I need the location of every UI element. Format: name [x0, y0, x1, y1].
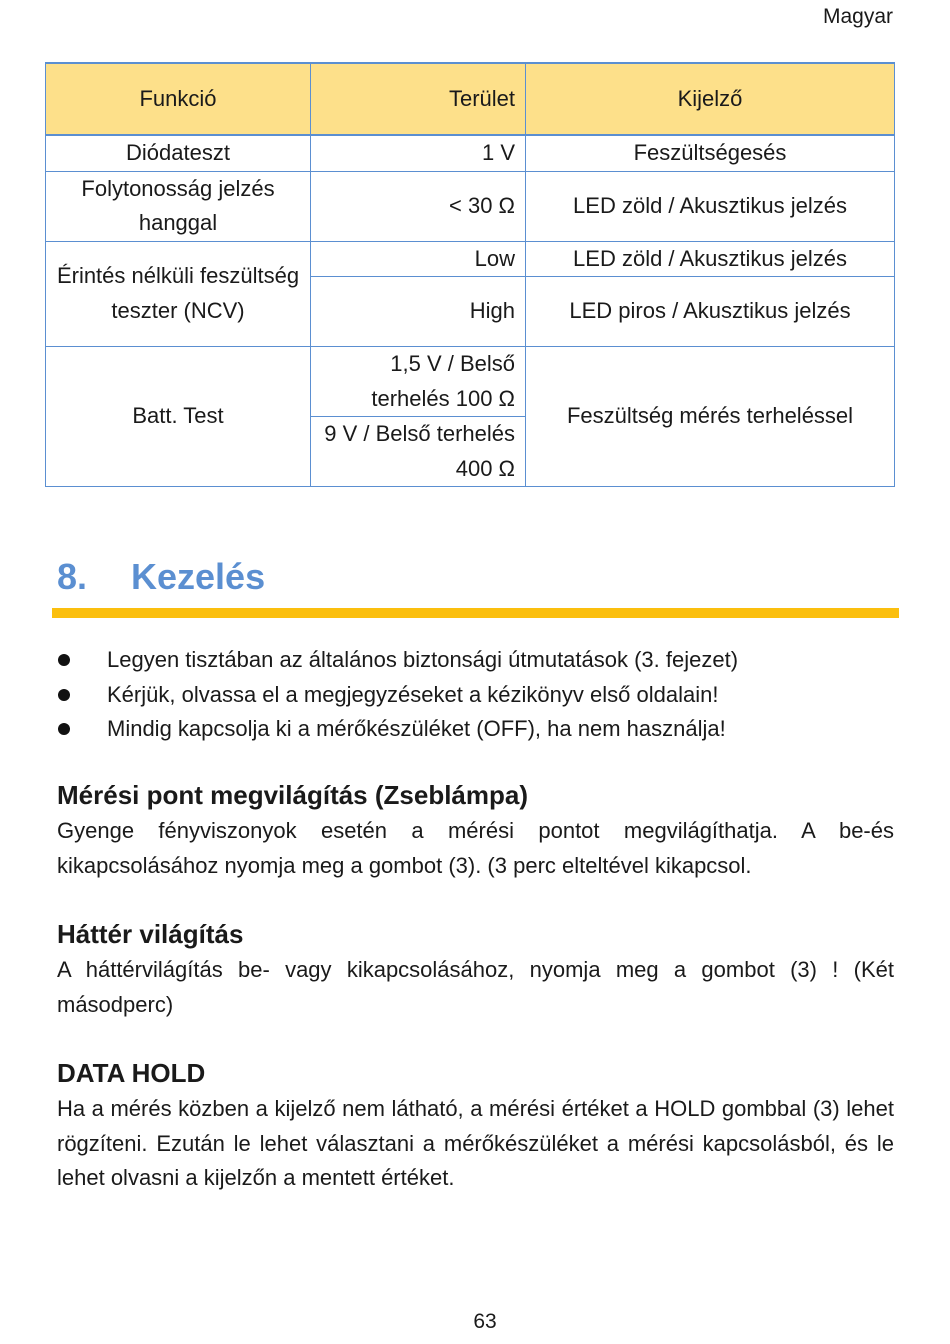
- list-item-text: Legyen tisztában az általános biztonsági útmutatások (3. fejezet): [107, 647, 739, 672]
- table-row: [46, 171, 895, 241]
- heading-rule: [52, 608, 899, 618]
- datahold-text: Ha a mérés közben a kijelző nem látható, a mérési értéket a HOLD gombbal (3) lehet rögzíteni. Ezután le lehet választani a mérőkészüléket a mérési kapcsolásból, és le lehet olvasni a kijelzőn a mentett értéket.: [57, 1096, 894, 1190]
- cell-display: LED zöld / Akusztikus jelzés: [526, 171, 895, 241]
- flashlight-heading: Mérési pont megvilágítás (Zseblámpa): [57, 780, 529, 810]
- bullet-list: [57, 643, 897, 747]
- cell-display: LED zöld / Akusztikus jelzés: [526, 241, 895, 277]
- cell-function: Érintés nélküli feszültség teszter (NCV): [46, 241, 311, 347]
- bullet-icon: [58, 654, 70, 666]
- datahold-section: [57, 1056, 894, 1196]
- cell-range: 1 V: [311, 135, 526, 171]
- cell-range: High: [311, 277, 526, 347]
- flashlight-section: [57, 778, 894, 883]
- function-range-table: [45, 62, 895, 487]
- bullet-icon: [58, 689, 70, 701]
- list-item: [57, 712, 897, 747]
- backlight-text: A háttérvilágítás be- vagy kikapcsolásához, nyomja meg a gombot (3) ! (Két másodperc): [57, 957, 894, 1017]
- section-heading: [57, 556, 265, 598]
- cell-display: LED piros / Akusztikus jelzés: [526, 277, 895, 347]
- list-item: [57, 678, 897, 713]
- table-header-row: [46, 63, 895, 135]
- page-number: 63: [473, 1310, 497, 1333]
- flashlight-text: Gyenge fényviszonyok esetén a mérési pontot megvilágíthatja. A be-és kikapcsolásához nyomja meg a gombot (3). (3 perc elteltével kikapcsol.: [57, 818, 894, 878]
- section-title: Kezelés: [131, 556, 266, 597]
- table-row: [46, 241, 895, 277]
- backlight-section: [57, 917, 894, 1022]
- bullet-icon: [58, 723, 70, 735]
- cell-function: Diódateszt: [46, 135, 311, 171]
- cell-range: < 30 Ω: [311, 171, 526, 241]
- list-item: [57, 643, 897, 678]
- datahold-heading: DATA HOLD: [57, 1058, 206, 1088]
- section-number: 8.: [57, 556, 88, 597]
- table-row: [46, 135, 895, 171]
- cell-display: Feszültségesés: [526, 135, 895, 171]
- cell-range: 1,5 V / Belső terhelés 100 Ω: [311, 347, 526, 417]
- list-item-text: Kérjük, olvassa el a megjegyzéseket a kézikönyv első oldalain!: [107, 681, 719, 707]
- header-display: Kijelző: [526, 63, 895, 135]
- backlight-heading: Háttér világítás: [57, 919, 244, 949]
- cell-display: Feszültség mérés terheléssel: [526, 347, 895, 487]
- cell-function: Folytonosság jelzés hanggal: [46, 171, 311, 241]
- cell-function: Batt. Test: [46, 347, 311, 487]
- cell-range: Low: [311, 241, 526, 277]
- table-row: [46, 347, 895, 417]
- cell-range: 9 V / Belső terhelés 400 Ω: [311, 417, 526, 487]
- header-function: Funkció: [46, 63, 311, 135]
- list-item-text: Mindig kapcsolja ki a mérőkészüléket (OFF), ha nem használja!: [107, 716, 726, 741]
- header-range: Terület: [311, 63, 526, 135]
- language-label: Magyar: [822, 5, 893, 28]
